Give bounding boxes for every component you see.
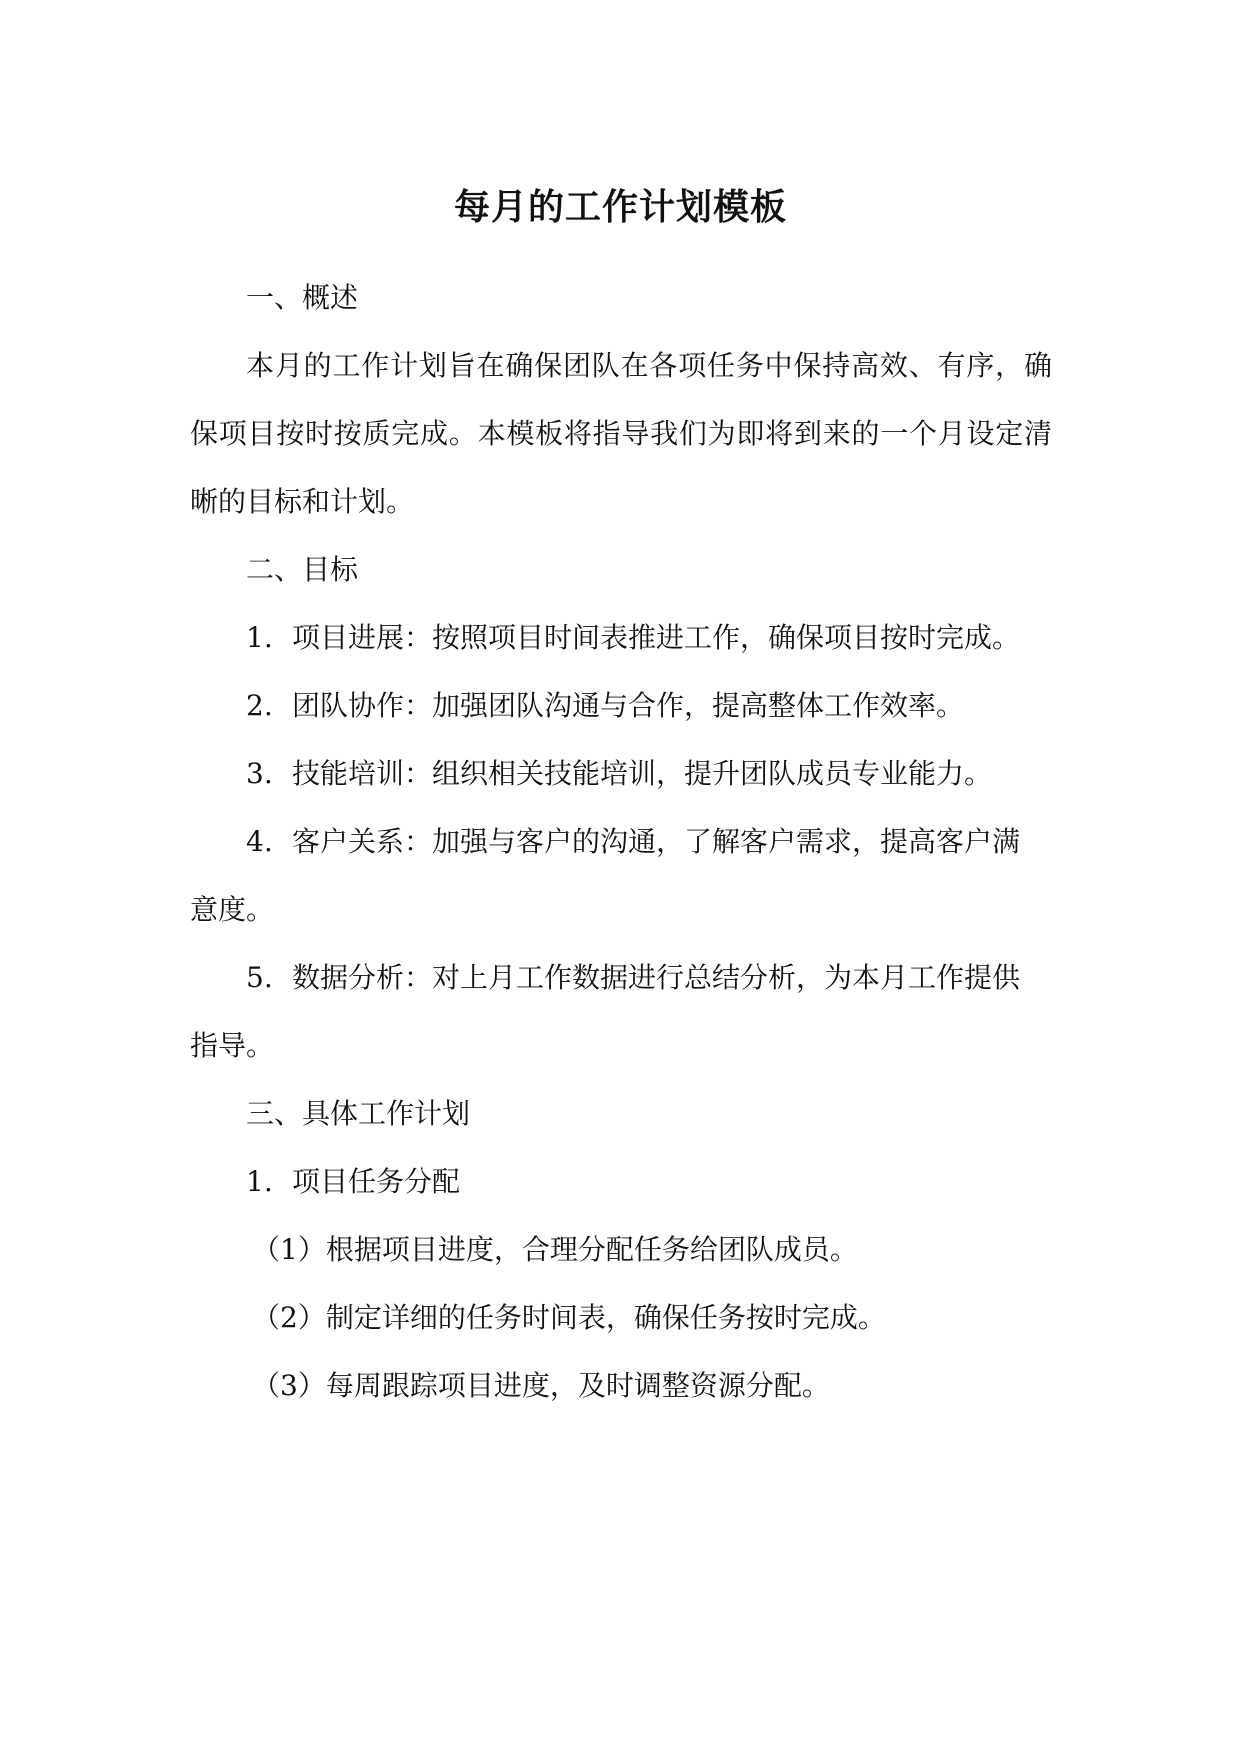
goal-item-5 xyxy=(246,948,1020,1008)
overview-paragraph-line-1: 本月的工作计划旨在确保团队在各项任务中保持高效、有序，确 xyxy=(246,349,1052,382)
goal-item-number: 4. xyxy=(246,825,273,858)
goal-item-3 xyxy=(246,744,992,804)
plan-subheading-title: 项目任务分配 xyxy=(292,1165,461,1198)
goal-item-text: 项目进展：按照项目时间表推进工作，确保项目按时完成。 xyxy=(292,621,1021,654)
goal-item-number: 5. xyxy=(246,961,273,994)
goal-item-1 xyxy=(246,608,1020,668)
plan-subheading xyxy=(246,1152,460,1212)
plan-item-1: （1）根据项目进度，合理分配任务给团队成员。 xyxy=(252,1233,858,1266)
plan-item-3: （3）每周跟踪项目进度，及时调整资源分配。 xyxy=(252,1369,830,1402)
section-heading-plan: 三、具体工作计划 xyxy=(246,1097,471,1130)
goal-item-number: 2. xyxy=(246,689,273,722)
section-heading-goals: 二、目标 xyxy=(246,553,359,586)
goal-item-2 xyxy=(246,676,964,736)
goal-item-5-continuation: 指导。 xyxy=(190,1029,275,1062)
goal-item-text: 团队协作：加强团队沟通与合作，提高整体工作效率。 xyxy=(292,689,965,722)
document-title: 每月的工作计划模板 xyxy=(453,187,787,228)
goal-item-text: 技能培训：组织相关技能培训，提升团队成员专业能力。 xyxy=(292,757,993,790)
goal-item-4-continuation: 意度。 xyxy=(190,893,275,926)
section-heading-overview: 一、概述 xyxy=(246,281,359,314)
goal-item-number: 3. xyxy=(246,757,273,790)
plan-subheading-number: 1. xyxy=(246,1165,273,1198)
goal-item-4 xyxy=(246,812,1020,872)
goal-item-text: 数据分析：对上月工作数据进行总结分析，为本月工作提供 xyxy=(292,961,1021,994)
goal-item-text: 客户关系：加强与客户的沟通，了解客户需求，提高客户满 xyxy=(292,825,1021,858)
overview-paragraph-line-3: 晰的目标和计划。 xyxy=(190,485,415,518)
overview-paragraph-line-2: 保项目按时按质完成。本模板将指导我们为即将到来的一个月设定清 xyxy=(190,417,1052,450)
plan-item-2: （2）制定详细的任务时间表，确保任务按时完成。 xyxy=(252,1301,886,1334)
goal-item-number: 1. xyxy=(246,621,273,654)
